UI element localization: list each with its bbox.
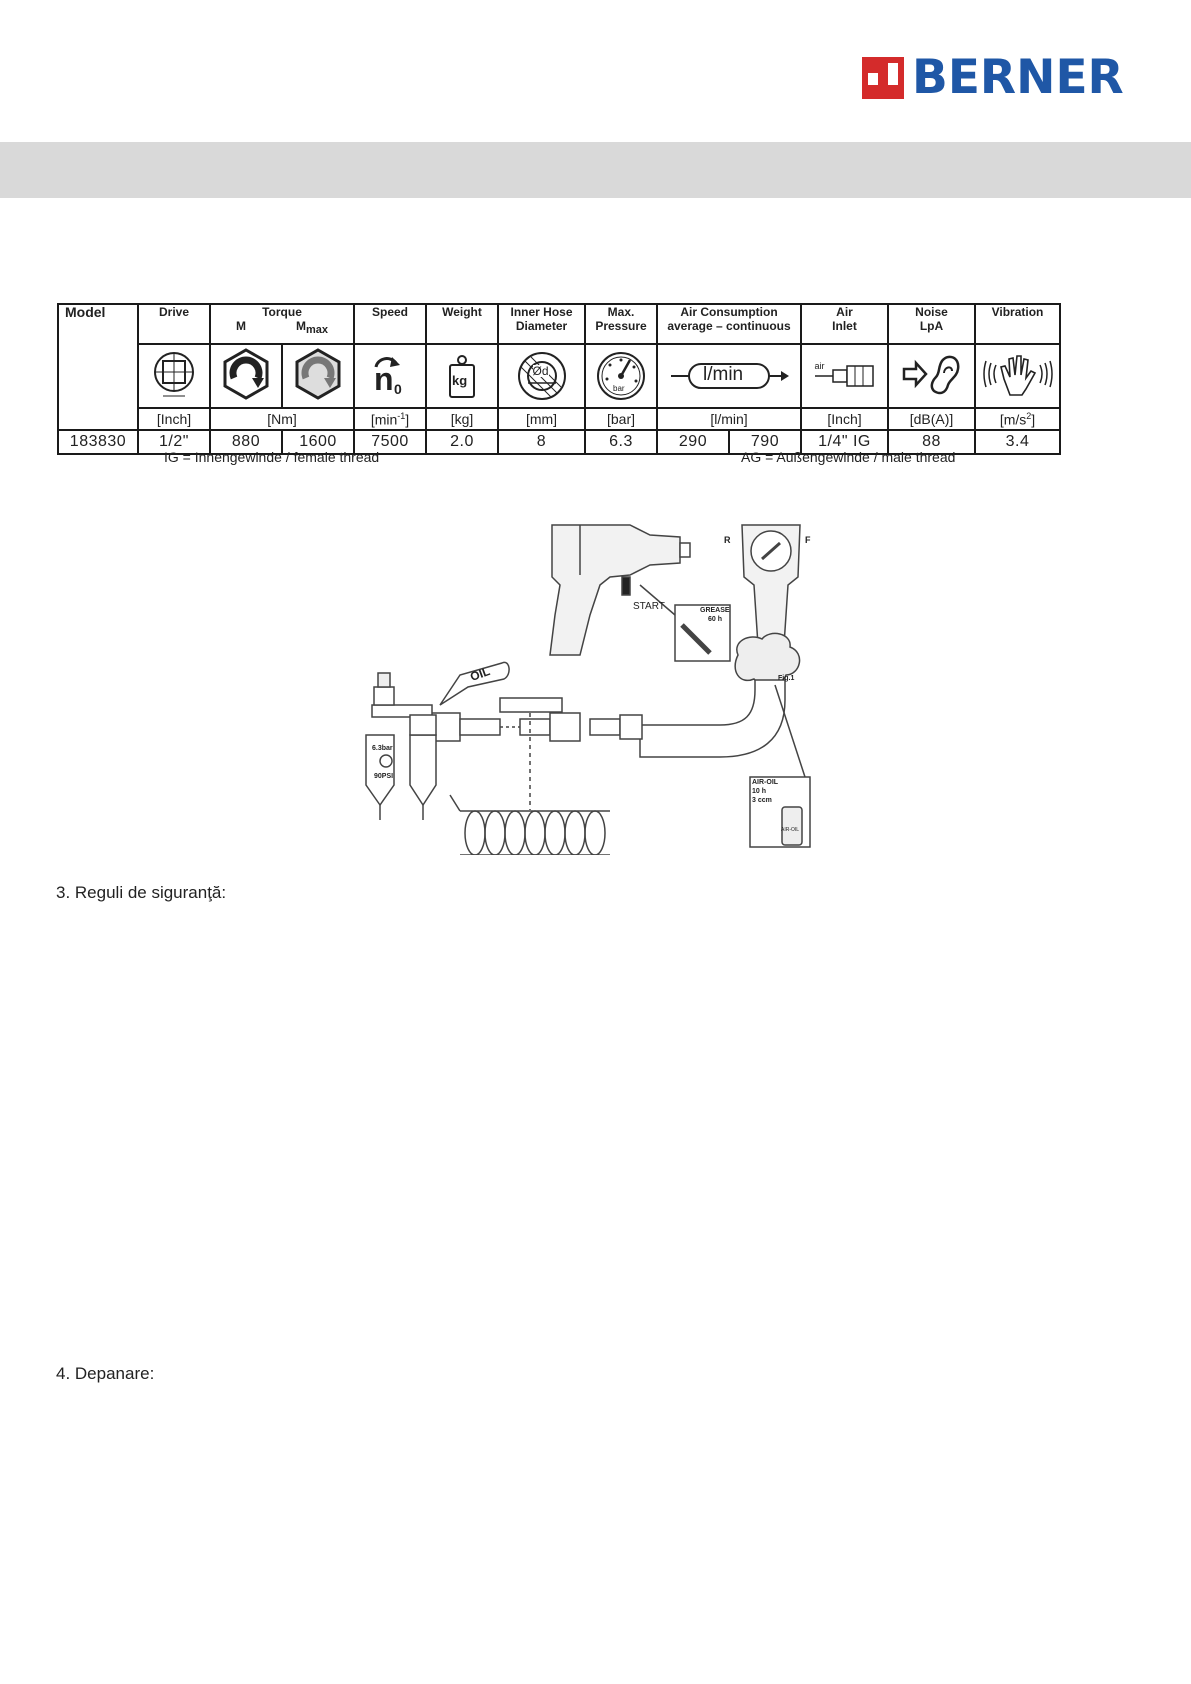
header-inlet-l1: Air bbox=[836, 305, 853, 319]
brand-logo bbox=[862, 50, 1124, 105]
torque-max-nut-icon bbox=[292, 348, 344, 400]
square-drive-icon bbox=[150, 346, 198, 402]
hose-d-label: Ød bbox=[532, 364, 549, 378]
header-torque-label: Torque bbox=[262, 305, 302, 319]
maintenance-diagram bbox=[350, 515, 820, 855]
unit-torque: [Nm] bbox=[210, 408, 354, 430]
weight-icon-cell bbox=[426, 344, 498, 408]
berner-logo-mark-icon bbox=[862, 57, 904, 99]
pressure-icon-cell bbox=[585, 344, 657, 408]
gauge-bar-label: bar bbox=[613, 384, 625, 393]
section-troubleshooting-heading: 4. Depanare: bbox=[56, 1364, 155, 1383]
header-vibration: Vibration bbox=[975, 304, 1060, 344]
unit-speed-base: [min bbox=[370, 411, 398, 428]
header-torque-m: M bbox=[235, 319, 246, 333]
value-speed: 7500 bbox=[354, 430, 426, 454]
torque-mmax-icon-cell bbox=[282, 344, 354, 408]
unit-pressure: [bar] bbox=[585, 408, 657, 430]
value-vibration: 3.4 bbox=[975, 430, 1060, 454]
vibration-icon-cell bbox=[975, 344, 1060, 408]
header-hose-l1: Inner Hose bbox=[510, 305, 573, 319]
torque-nut-icon bbox=[220, 348, 272, 400]
brand-name: BERNER bbox=[912, 50, 1124, 105]
value-weight: 2.0 bbox=[426, 430, 498, 454]
header-inlet bbox=[801, 304, 888, 344]
label-pressure: 6.3bar bbox=[372, 745, 393, 752]
header-torque bbox=[210, 304, 354, 344]
unit-speed bbox=[354, 408, 426, 430]
header-pressure-l2: Pressure bbox=[595, 319, 647, 333]
label-air-oil: AIR-OIL bbox=[752, 779, 779, 786]
unit-vibration bbox=[975, 408, 1060, 430]
label-start: START bbox=[633, 601, 665, 612]
unit-speed-close: ] bbox=[405, 411, 410, 428]
label-air-oil-amount: 3 ccm bbox=[752, 797, 772, 804]
vibration-hand-icon bbox=[982, 351, 1054, 397]
noise-icon-cell bbox=[888, 344, 975, 408]
air-consumption-icon-cell bbox=[657, 344, 801, 408]
unit-vibration-close: ] bbox=[1031, 411, 1036, 428]
header-model: Model bbox=[58, 304, 138, 344]
hose-icon-cell bbox=[498, 344, 585, 408]
value-hose: 8 bbox=[498, 430, 585, 454]
weight-kg-label: kg bbox=[452, 373, 468, 388]
value-torque-m: 880 bbox=[210, 430, 282, 454]
unit-inlet: [Inch] bbox=[801, 408, 888, 430]
header-drive: Drive bbox=[138, 304, 210, 344]
header-weight: Weight bbox=[426, 304, 498, 344]
unit-vibration-base: [m/s bbox=[999, 411, 1027, 428]
value-air-cont: 790 bbox=[729, 430, 801, 454]
header-pressure bbox=[585, 304, 657, 344]
header-inlet-l2: Inlet bbox=[832, 319, 857, 333]
unit-weight: [kg] bbox=[426, 408, 498, 430]
label-reverse: R bbox=[724, 535, 731, 545]
label-grease-interval: 60 h bbox=[708, 616, 723, 623]
drive-icon-cell bbox=[138, 344, 210, 408]
value-noise: 88 bbox=[888, 430, 975, 454]
unit-vibration-exp: 2 bbox=[1026, 410, 1032, 421]
header-air-l2: average – continuous bbox=[667, 319, 791, 333]
unit-noise: [dB(A)] bbox=[888, 408, 975, 430]
header-hose bbox=[498, 304, 585, 344]
label-oil: OIL bbox=[468, 664, 492, 684]
unit-speed-exp: -1 bbox=[397, 410, 406, 421]
header-torque-mmax: M bbox=[295, 319, 306, 333]
unit-hose: [mm] bbox=[498, 408, 585, 430]
label-bottle: AIR-OIL bbox=[781, 827, 800, 833]
label-forward: F bbox=[805, 535, 811, 545]
air-inlet-icon-cell bbox=[801, 344, 888, 408]
unit-air: [l/min] bbox=[657, 408, 801, 430]
label-psi: 90PSI bbox=[374, 773, 394, 780]
unit-drive: [Inch] bbox=[138, 408, 210, 430]
torque-m-icon-cell bbox=[210, 344, 282, 408]
hose-elbow-icon bbox=[640, 680, 785, 757]
header-noise bbox=[888, 304, 975, 344]
note-female-thread: IG = Innengewinde / female thread bbox=[164, 449, 380, 465]
label-grease: GREASE bbox=[700, 607, 730, 614]
flow-unit-label: l/min bbox=[703, 364, 744, 385]
label-air-oil-interval: 10 h bbox=[752, 788, 767, 795]
spec-table bbox=[57, 303, 1061, 455]
label-fig1: Fig.1 bbox=[778, 675, 795, 682]
speed-n-subscript: 0 bbox=[394, 381, 402, 397]
header-pressure-l1: Max. bbox=[607, 305, 635, 319]
value-inlet: 1/4" IG bbox=[801, 430, 888, 454]
ear-noise-icon bbox=[902, 351, 962, 397]
air-inlet-label: air bbox=[814, 361, 825, 371]
header-torque-mmax-sub: max bbox=[305, 324, 328, 336]
header-air bbox=[657, 304, 801, 344]
value-drive: 1/2" bbox=[138, 430, 210, 454]
maintenance-diagram-drawing bbox=[350, 515, 820, 855]
header-band bbox=[0, 142, 1191, 198]
value-air-avg: 290 bbox=[657, 430, 729, 454]
header-noise-l1: Noise bbox=[915, 305, 948, 319]
impact-wrench-icon bbox=[550, 525, 680, 655]
value-model: 183830 bbox=[58, 430, 138, 454]
header-noise-l2: LpA bbox=[919, 319, 944, 333]
pressure-gauge-icon bbox=[596, 351, 646, 401]
value-pressure: 6.3 bbox=[585, 430, 657, 454]
speed-icon-cell bbox=[354, 344, 426, 408]
speed-n-symbol: n bbox=[374, 361, 394, 397]
note-male-thread: AG = Außengewinde / male thread bbox=[741, 449, 956, 465]
section-safety-heading: 3. Reguli de siguranţă: bbox=[56, 883, 227, 902]
header-hose-l2: Diameter bbox=[515, 319, 568, 333]
header-speed: Speed bbox=[354, 304, 426, 344]
value-torque-mmax: 1600 bbox=[282, 430, 354, 454]
header-air-l1: Air Consumption bbox=[680, 305, 778, 319]
